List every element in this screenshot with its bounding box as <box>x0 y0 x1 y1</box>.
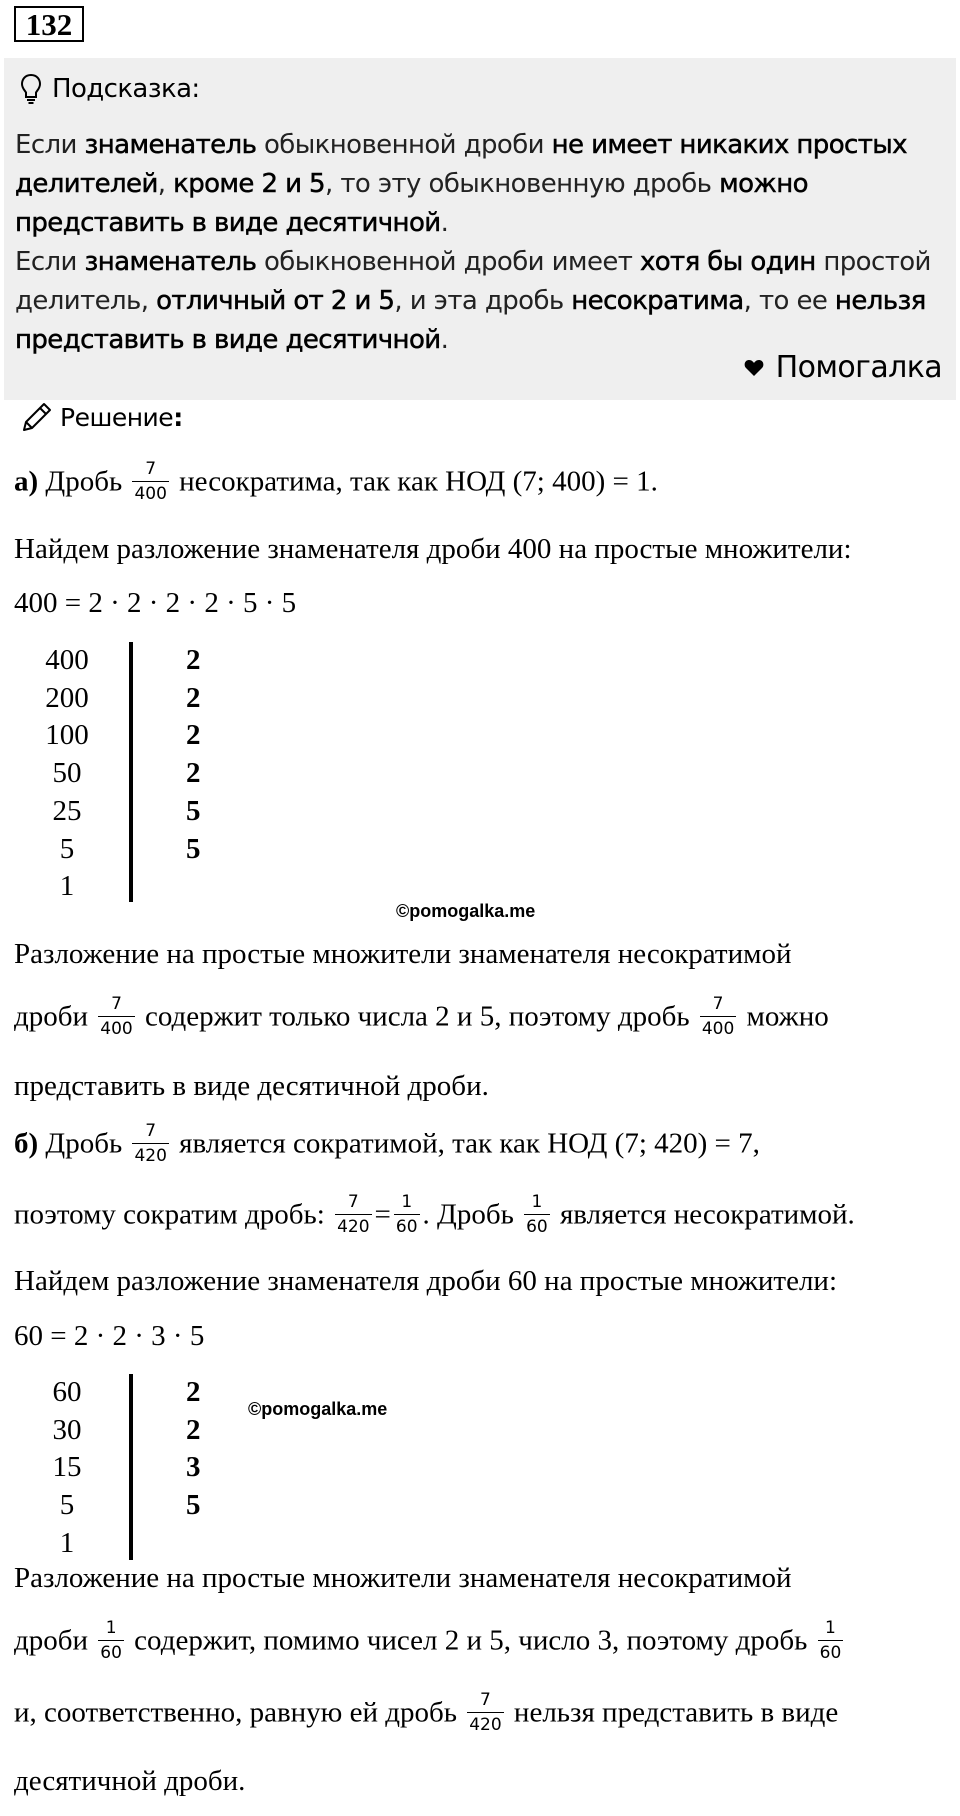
text: несократима, так как НОД (7; 400) = 1. <box>179 465 658 498</box>
factor-table-cell: 2 <box>186 719 201 752</box>
lightbulb-icon <box>20 73 42 105</box>
factor-table-left-column <box>32 1374 102 1563</box>
factor-table-cell: 2 <box>186 757 201 790</box>
part-b-conclusion-2 <box>14 1618 846 1664</box>
denominator: 60 <box>98 1640 124 1662</box>
part-b-line-4: 60 = 2 · 2 · 3 · 5 <box>14 1320 205 1352</box>
part-b-line-1 <box>14 1121 760 1167</box>
numerator: 1 <box>825 1618 836 1638</box>
solution-title-colon: : <box>173 402 183 432</box>
denominator: 400 <box>98 1016 134 1038</box>
numerator: 1 <box>401 1192 413 1212</box>
solution-title: Решение <box>60 402 174 432</box>
denominator: 420 <box>467 1712 503 1734</box>
factor-table-cell: 2 <box>186 681 201 714</box>
text: Дробь <box>38 1127 123 1160</box>
factor-table-cell: 25 <box>52 794 82 827</box>
equals-sign: = <box>374 1198 391 1231</box>
factor-table-cell: 5 <box>186 794 201 827</box>
part-b-conclusion-4: десятичной дроби. <box>14 1765 246 1797</box>
text: можно <box>746 1000 829 1033</box>
hint-emphasis: можно представить в виде десятичной <box>15 169 808 238</box>
denominator: 60 <box>524 1214 550 1236</box>
brand-label: Помогалка <box>775 350 942 385</box>
numerator: 7 <box>111 994 122 1014</box>
brand-link[interactable] <box>744 350 942 385</box>
hint-paragraph-2 <box>15 243 950 360</box>
fraction-7-420 <box>467 1692 503 1734</box>
denominator: 400 <box>700 1016 736 1038</box>
heart-icon <box>744 359 764 377</box>
fraction-1-60 <box>394 1194 420 1236</box>
factor-table-right-column <box>186 642 201 906</box>
numerator: 7 <box>347 1192 359 1212</box>
factor-table-cell: 1 <box>59 1526 75 1559</box>
part-a-conclusion-3: представить в виде десятичной дроби. <box>14 1070 489 1102</box>
text: поэтому сократим дробь: <box>14 1198 325 1231</box>
hint-emphasis: хотя бы один <box>639 247 816 277</box>
hint-text <box>15 126 950 360</box>
text: является сократимой, так как НОД (7; 420) = 7, <box>179 1127 760 1160</box>
text: нельзя представить в виде <box>513 1696 839 1729</box>
factor-table-cell <box>186 1525 201 1563</box>
text: дроби <box>14 1624 89 1657</box>
factor-table-cell: 5 <box>186 832 201 865</box>
fraction-1-60 <box>98 1620 124 1662</box>
part-b-line-3: Найдем разложение знаменателя дроби 60 на простые множители: <box>14 1265 838 1297</box>
text: . Дробь <box>422 1198 514 1231</box>
part-a-label: а) <box>14 465 39 498</box>
factor-table-cell: 2 <box>186 1413 201 1446</box>
hint-text-run: . <box>440 208 449 238</box>
task-number: 132 <box>14 6 84 42</box>
part-b-conclusion-3 <box>14 1690 839 1736</box>
hint-emphasis: отличный от 2 и 5 <box>156 286 395 316</box>
hint-box <box>4 58 956 400</box>
hint-title: Подсказка: <box>52 74 200 104</box>
numerator: 7 <box>145 1121 157 1141</box>
hint-text-run: Если <box>15 247 85 277</box>
factor-table-cell: 5 <box>59 1489 75 1522</box>
part-b-label: б) <box>14 1127 39 1160</box>
hint-text-run: , и эта дробь <box>394 286 572 316</box>
denominator: 400 <box>132 481 168 503</box>
fraction-1-60 <box>524 1194 550 1236</box>
fraction-7-400 <box>132 461 168 503</box>
numerator: 7 <box>712 994 724 1014</box>
watermark: ©pomogalka.me <box>396 901 536 921</box>
text: и, соответственно, равную ей дробь <box>14 1696 457 1729</box>
hint-text-run: обыкновенной дроби <box>256 130 552 160</box>
denominator: 60 <box>394 1214 420 1236</box>
factor-table-cell: 30 <box>52 1413 82 1446</box>
hint-header <box>20 64 200 114</box>
factor-table-cell: 3 <box>186 1451 201 1484</box>
text: содержит только числа 2 и 5, поэтому дробь <box>144 1000 690 1033</box>
factor-table-divider <box>129 642 133 902</box>
factor-table-divider <box>129 1374 133 1560</box>
factor-table-cell: 15 <box>52 1451 82 1484</box>
denominator: 420 <box>335 1214 371 1236</box>
part-b-line-2 <box>14 1192 855 1238</box>
hint-paragraph-1 <box>15 126 950 243</box>
part-a-conclusion-1: Разложение на простые множители знаменателя несократимой <box>14 938 792 970</box>
numerator: 7 <box>145 459 157 479</box>
fraction-7-400 <box>98 996 134 1038</box>
part-a-line-3: 400 = 2 · 2 · 2 · 2 · 5 · 5 <box>14 587 297 619</box>
hint-text-run: . <box>440 325 449 355</box>
text: является несократимой. <box>559 1198 855 1231</box>
factor-table-cell: 5 <box>59 832 75 865</box>
hint-text-run: , то ее <box>743 286 835 316</box>
numerator: 1 <box>531 1192 543 1212</box>
hint-text-run: , то эту обыкновенную дробь <box>325 169 720 199</box>
factor-table-cell: 100 <box>45 719 89 752</box>
numerator: 7 <box>480 1690 491 1710</box>
fraction-1-60 <box>818 1620 844 1662</box>
hint-text-run: Если <box>15 130 85 160</box>
numerator: 1 <box>105 1618 117 1638</box>
hint-emphasis: знаменатель <box>84 247 257 277</box>
factor-table-cell: 200 <box>45 681 89 714</box>
factor-table-cell: 60 <box>52 1376 82 1408</box>
watermark: ©pomogalka.me <box>248 1399 388 1419</box>
hint-emphasis: знаменатель <box>84 130 257 160</box>
fraction-7-420 <box>132 1123 168 1165</box>
factor-table-left-column <box>32 642 102 906</box>
factor-table-cell: 1 <box>59 870 75 903</box>
factor-table-cell: 400 <box>45 644 89 676</box>
solution-header <box>20 400 183 434</box>
text: Дробь <box>38 465 123 498</box>
part-a-conclusion-2 <box>14 994 829 1040</box>
text: дроби <box>14 1000 89 1033</box>
factor-table-cell: 2 <box>186 644 201 676</box>
part-a-line-2: Найдем разложение знаменателя дроби 400 на простые множители: <box>14 533 852 565</box>
hint-text-run: , <box>157 169 174 199</box>
pencil-icon <box>20 400 54 434</box>
fraction-7-400 <box>700 996 736 1038</box>
factor-table-cell: 2 <box>186 1376 201 1408</box>
factor-table-cell: 5 <box>186 1489 201 1522</box>
hint-text-run: обыкновенной дроби имеет <box>256 247 640 277</box>
denominator: 60 <box>818 1640 844 1662</box>
hint-emphasis: не имеет никаких простых делителей <box>15 130 907 199</box>
part-b-conclusion-1: Разложение на простые множители знаменателя несократимой <box>14 1562 792 1594</box>
hint-text-run: простой делитель, <box>15 247 931 316</box>
factor-table-cell: 50 <box>52 757 82 790</box>
hint-emphasis: кроме 2 и 5 <box>173 169 325 199</box>
part-a-line-1 <box>14 459 658 505</box>
factor-table-cell <box>186 868 201 906</box>
factor-table-right-column <box>186 1374 201 1563</box>
hint-emphasis: несократима <box>571 286 744 316</box>
text: содержит, помимо чисел 2 и 5, число 3, поэтому дробь <box>134 1624 808 1657</box>
denominator: 420 <box>132 1143 168 1165</box>
fraction-7-420 <box>335 1194 371 1236</box>
hint-emphasis: нельзя представить в виде десятичной <box>15 286 926 355</box>
